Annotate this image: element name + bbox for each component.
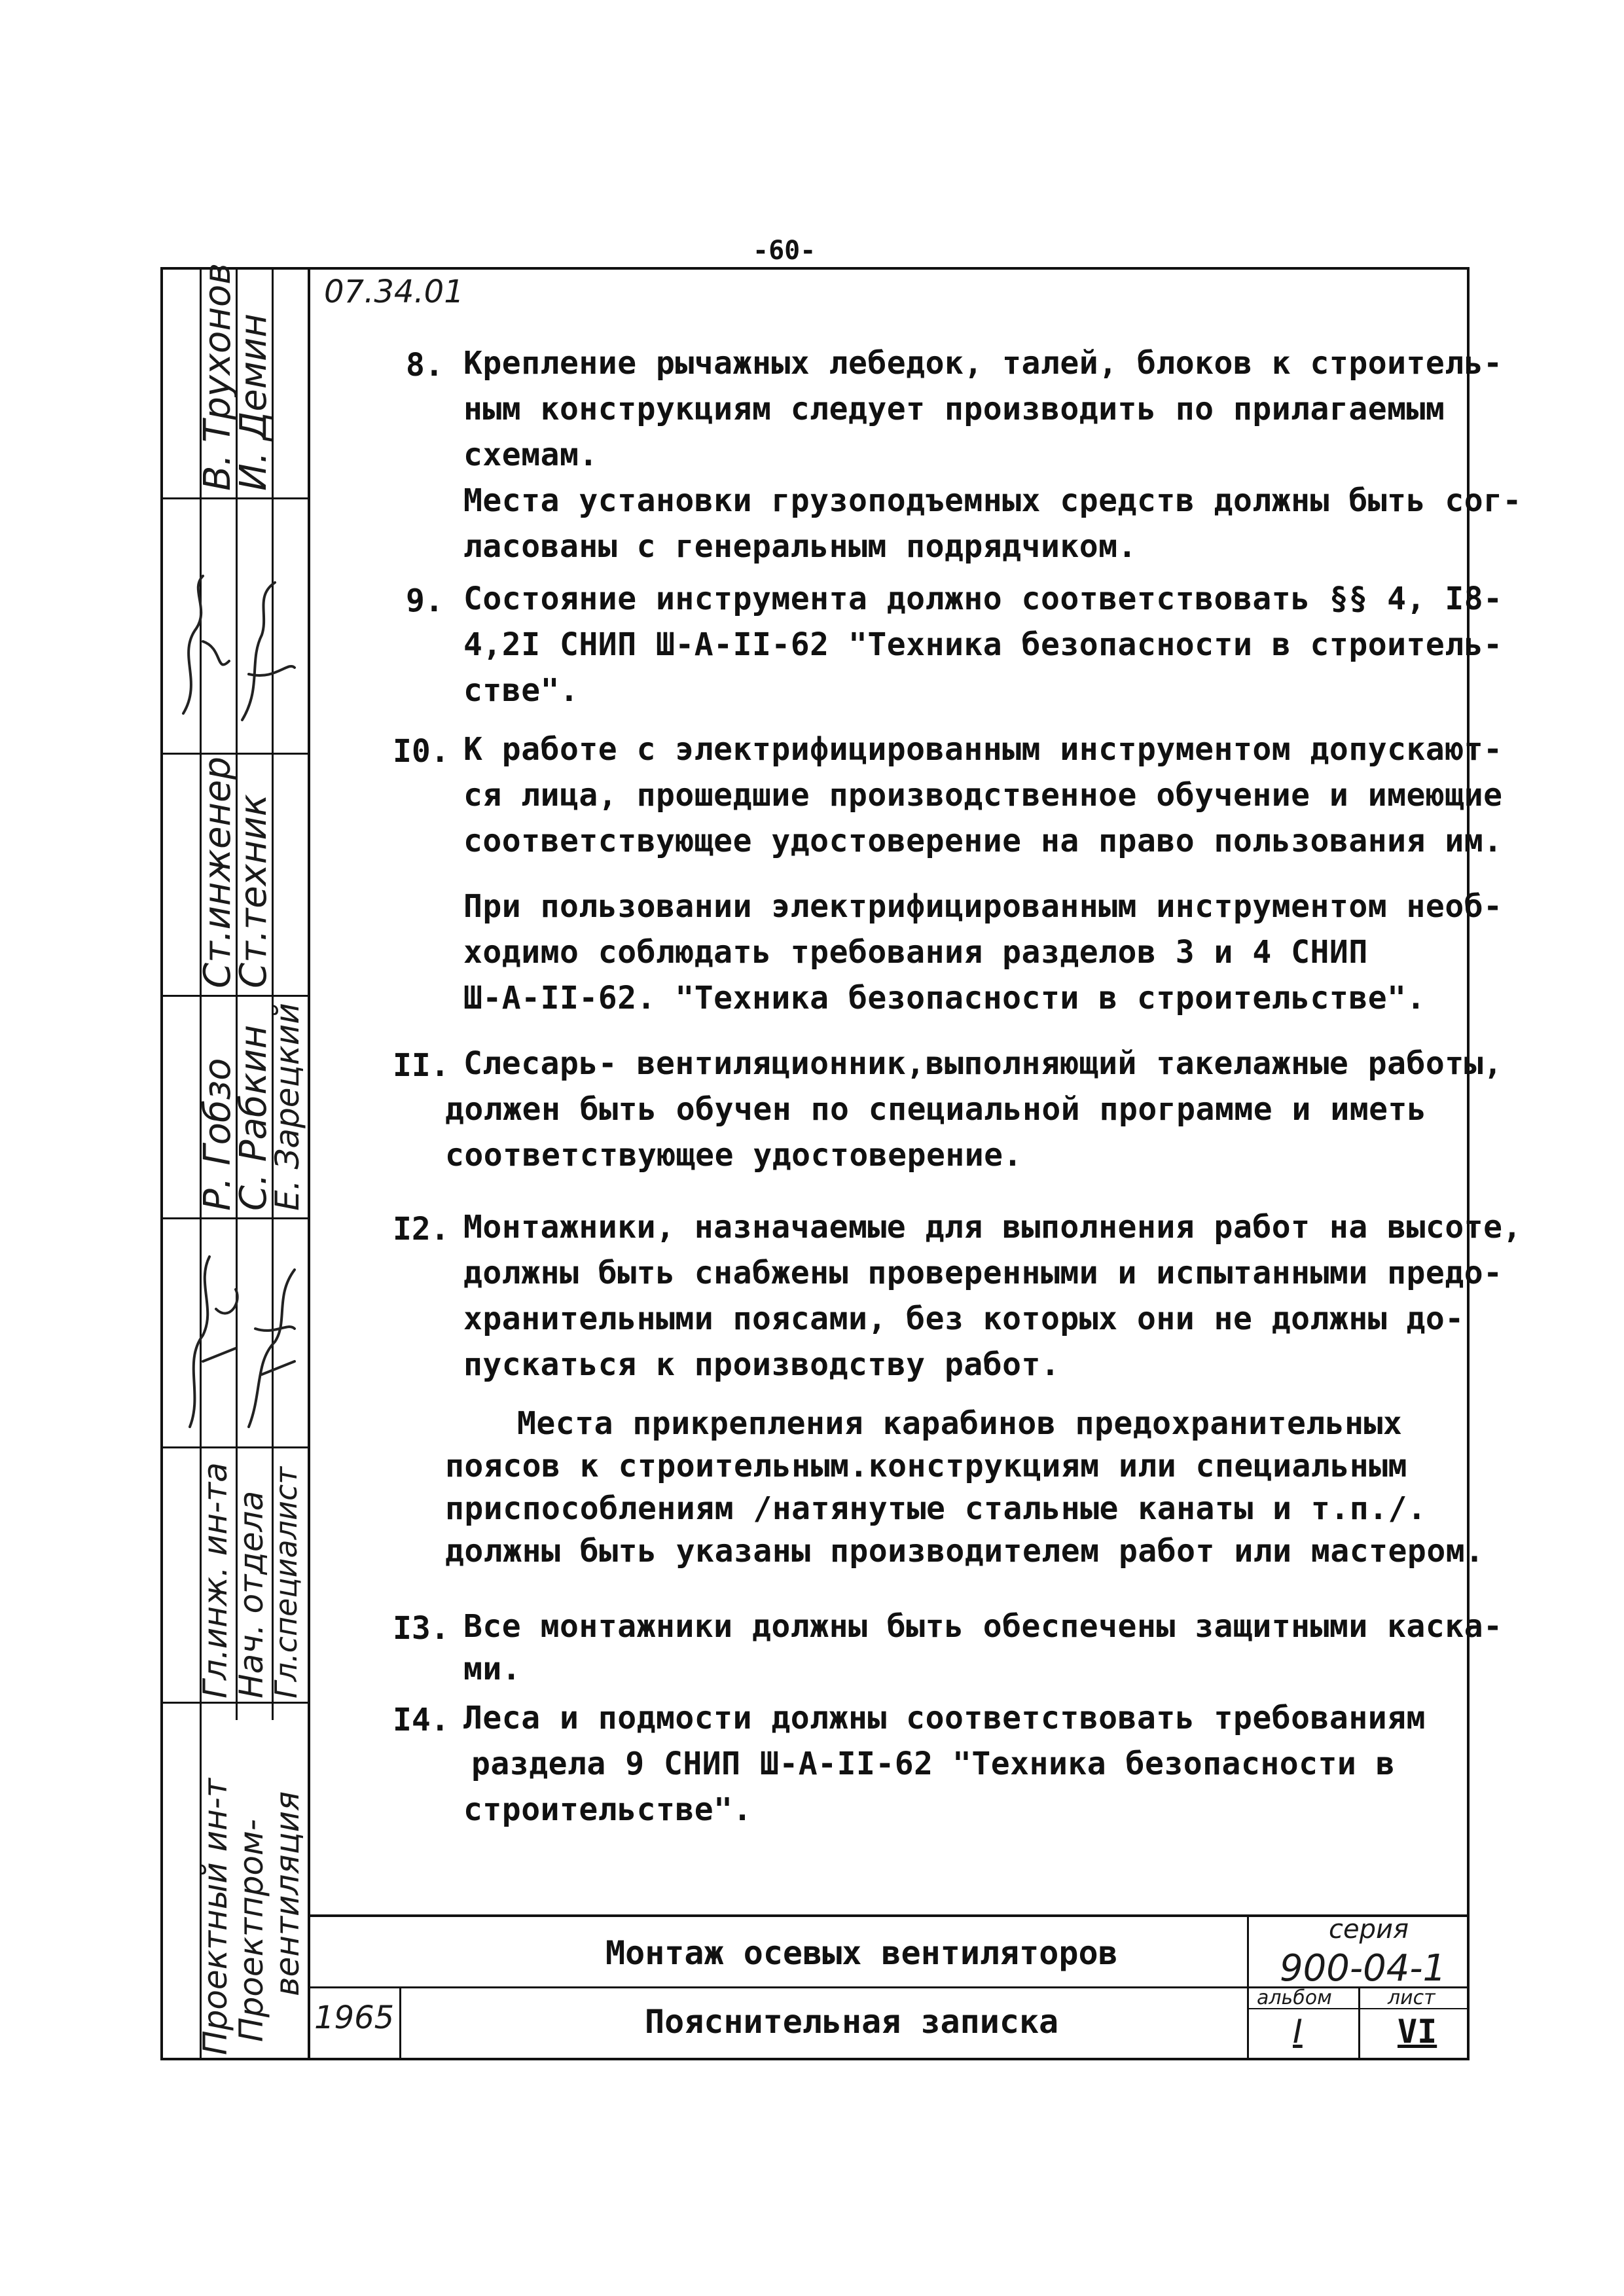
title-block-divider [1247,1914,1249,2058]
stamp-divider [160,753,308,755]
stamp-org-line-2: Проектпром- [232,1819,270,2042]
stamp-position-dept-head: Нач. отдела [232,1490,270,1698]
item-10-line: ся лица, прошедшие производственное обучение и имеющие [463,777,1503,814]
stamp-org-line-1: Проектный ин-т [196,1778,234,2055]
item-10-paragraph-line: Ш-А-II-62. "Техника безопасности в строительстве". [463,980,1426,1016]
series-label: серия [1329,1914,1409,1945]
item-8-number: 8. [406,347,444,384]
stamp-divider [160,1217,308,1219]
item-8-line: ным конструкциям следует производить по прилагаемым [463,391,1445,427]
item-12-paragraph-line: поясов к строительным.конструкциям или специальным [445,1448,1407,1484]
item-14-line: строительстве". [463,1791,752,1828]
item-12-line: должны быть снабжены проверенными и испытанными предо- [463,1255,1503,1291]
item-12-line: пускаться к производству работ. [463,1346,1060,1383]
item-12-paragraph-line: Места прикрепления карабинов предохранительных [517,1405,1403,1442]
stamp-name-trukhonov: В. Трухонов [196,262,239,491]
year: 1965 [314,2000,395,2036]
item-11-line: должен быть обучен по специальной программе и иметь [445,1091,1427,1128]
item-12-line: хранительными поясами, без которых они не должны до- [463,1300,1464,1337]
item-13-line: ми. [463,1651,522,1687]
stamp-divider [308,267,310,2060]
item-13-number: I3. [393,1610,450,1647]
album-value: I [1293,2013,1303,2051]
album-label: альбом [1257,1986,1332,2009]
series-value: 900-04-1 [1280,1947,1447,1990]
item-11-number: II. [393,1047,450,1084]
item-11-line: соответствующее удостоверение. [445,1137,1022,1174]
title-block-divider [399,1986,401,2058]
item-12-paragraph-line: приспособлениям /натянутые стальные канаты и т.п./. [445,1490,1427,1527]
stamp-position-chief-engineer: Гл.инж. ин-та [196,1462,234,1698]
stamp-position-specialist: Гл.специалист [268,1466,304,1698]
signature-1 [164,563,308,733]
stamp-divider [160,1702,308,1704]
item-8-line: Крепление рычажных лебедок, талей, блоков к строитель- [463,345,1503,382]
item-12-line: Монтажники, назначаемые для выполнения работ на высоте, [463,1209,1522,1246]
item-9-number: 9. [406,583,444,619]
sheet-label: лист [1388,1986,1435,2009]
stamp-name-gobzo: Р. Гобзо [196,1058,239,1211]
page-number: -60- [753,236,816,266]
item-10-paragraph-line: При пользовании электрифицированным инструментом необ- [463,888,1503,925]
document-title: Монтаж осевых вентиляторов [605,1934,1118,1972]
item-8-line: Места установки грузоподъемных средств должны быть сог- [463,482,1522,519]
item-9-line: Состояние инструмента должно соответствовать §§ 4, I8- [463,581,1503,617]
item-11-line: Слесарь- вентиляционник,выполняющий такелажные работы, [463,1045,1503,1082]
item-10-number: I0. [393,733,450,770]
stamp-role-st-tekhnik: Ст.техник [232,794,275,988]
item-9-line: 4,2I СНИП Ш-А-II-62 "Техника безопасности в строитель- [463,626,1503,663]
stamp-role-st-inzhener: Ст.инженер [196,756,239,988]
item-13-line: Все монтажники должны быть обеспечены защитными каска- [463,1608,1503,1645]
item-9-line: стве". [463,672,579,709]
stamp-name-rabkin: С. Рабкин [232,1024,275,1211]
title-block-divider [1358,1986,1360,2058]
item-8-line: схемам. [463,437,598,473]
item-12-paragraph-line: должны быть указаны производителем работ или мастером. [445,1533,1485,1570]
stamp-divider [160,995,308,997]
item-10-line: К работе с электрифицированным инструментом допускают- [463,731,1503,768]
stamp-name-demin: И. Демин [232,314,275,491]
item-14-line: Леса и подмости должны соответствовать требованиям [463,1700,1426,1736]
stamp-divider [160,1446,308,1448]
document-subtitle: Пояснительная записка [645,2003,1059,2041]
sheet-value: VI [1398,2013,1437,2051]
stamp-divider [160,497,308,499]
item-12-number: I2. [393,1211,450,1247]
item-10-paragraph-line: ходимо соблюдать требования разделов 3 и 4 СНИП [463,934,1368,971]
item-14-line: раздела 9 СНИП Ш-А-II-62 "Техника безопасности в [471,1746,1396,1782]
stamp-name-zaretsky: Е. Зарецкий [268,1003,306,1211]
doc-code: 07.34.01 [324,274,464,310]
signature-2 [164,1230,308,1440]
item-14-number: I4. [393,1702,450,1738]
item-8-line: ласованы с генеральным подрядчиком. [463,528,1137,565]
stamp-org-line-3: вентиляция [268,1791,306,1996]
item-10-line: соответствующее удостоверение на право пользования им. [463,823,1503,859]
title-block-top-line [308,1914,1470,1917]
